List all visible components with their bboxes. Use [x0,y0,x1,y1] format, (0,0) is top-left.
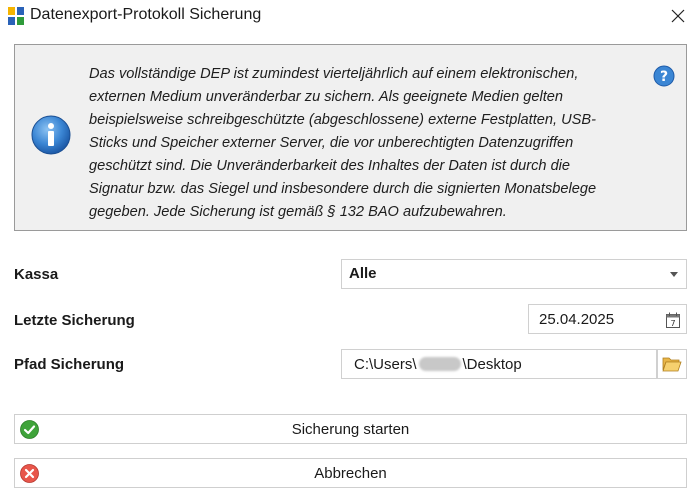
path-suffix: \Desktop [462,356,522,373]
info-line: Das vollständige DEP ist zumindest vierteljährlich auf einem elektronischen, [89,66,579,82]
chevron-down-icon [670,272,678,277]
browse-folder-button[interactable] [657,349,687,379]
info-line: gegeben. Jede Sicherung ist gemäß § 132 BAO aufzubewahren. [89,204,507,220]
letzte-sicherung-label: Letzte Sicherung [14,312,135,329]
close-button[interactable] [664,4,692,28]
title-bar [0,0,700,32]
letzte-sicherung-value: 25.04.2025 [539,311,615,328]
svg-text:?: ? [659,69,669,85]
close-icon [671,9,685,23]
kassa-label: Kassa [14,266,59,283]
abbrechen-button[interactable] [14,458,687,488]
folder-open-icon [662,356,682,372]
pfad-sicherung-input[interactable] [341,349,657,379]
info-text [89,63,644,224]
calendar-icon[interactable] [666,312,680,328]
app-icon [8,7,24,25]
help-icon[interactable] [653,65,675,87]
info-line: geschützt sind. Die Unveränderbarkeit des Inhaltes der Daten ist durch die [89,158,571,174]
info-line: beispielsweise schreibgeschützte (abgeschlossene) externe Festplatten, USB- [89,112,596,128]
pfad-sicherung-label: Pfad Sicherung [14,356,125,373]
redacted-username [419,357,461,371]
sicherung-starten-label: Sicherung starten [291,421,410,438]
svg-text:7: 7 [670,319,676,328]
info-line: Signatur bzw. das Siegel und insbesondere durch die signierten Monatsbelege [89,181,597,197]
kassa-value: Alle [349,265,377,282]
sicherung-starten-button[interactable] [14,414,687,444]
pfad-sicherung-value [354,356,522,373]
path-prefix: C:\Users\ [354,356,417,373]
info-panel [14,44,687,231]
letzte-sicherung-date-field[interactable] [528,304,687,334]
info-line: Sticks und Speicher externer Server, die vor unberechtigten Datenzugriffen [89,135,574,151]
info-line: externen Medium unveränderbar zu sichern. Als geeignete Medien gelten [89,89,564,105]
kassa-select[interactable] [341,259,687,289]
info-icon [31,115,71,155]
abbrechen-label: Abbrechen [314,465,387,482]
window-title: Datenexport-Protokoll Sicherung [30,6,262,23]
